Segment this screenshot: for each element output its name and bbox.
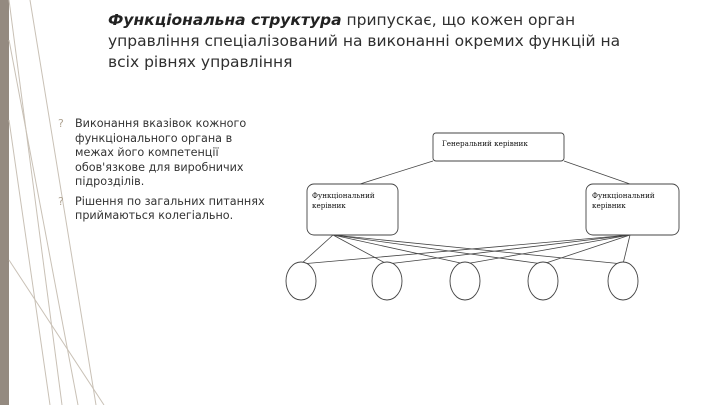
functional-manager-label: Функціональний [592, 191, 655, 200]
unit-ellipse [286, 262, 316, 300]
title-emphasis: Функціональна структура [108, 11, 342, 29]
title-rest: припускає, що кожен орган управління спеціалізований на виконанні окремих функцій на всіх рівнях управління [108, 11, 621, 71]
functional-manager-label: Функціональний [312, 191, 375, 200]
connector-line [387, 235, 630, 264]
bullet-list [58, 117, 272, 229]
org-structure-svg [276, 114, 692, 314]
unit-ellipse [608, 262, 638, 300]
connector-line [301, 235, 333, 264]
connector-line [564, 161, 630, 184]
bullet-item [58, 195, 272, 224]
bullet-item [58, 117, 272, 190]
unit-ellipse [450, 262, 480, 300]
slide-title [108, 10, 648, 73]
bullet-text: Рішення по загальних питаннях приймаються колегіально. [75, 194, 265, 222]
org-structure-diagram [276, 114, 692, 314]
connector-line [465, 235, 630, 264]
unit-ellipse [372, 262, 402, 300]
functional-manager-label: керівник [592, 201, 626, 210]
unit-ellipse [528, 262, 558, 300]
bullet-text: Виконання вказівок кожного функціонального органа в межах його компетенції обов'язкове для виробничих підрозділів. [75, 117, 247, 188]
functional-manager-label: керівник [312, 201, 346, 210]
bullet-marker: ? [58, 117, 64, 130]
connector-line [543, 235, 630, 264]
general-manager-label: Генеральний керівник [442, 139, 528, 148]
connector-line [623, 235, 630, 264]
connector-line [360, 161, 433, 184]
bullet-marker: ? [58, 194, 64, 208]
